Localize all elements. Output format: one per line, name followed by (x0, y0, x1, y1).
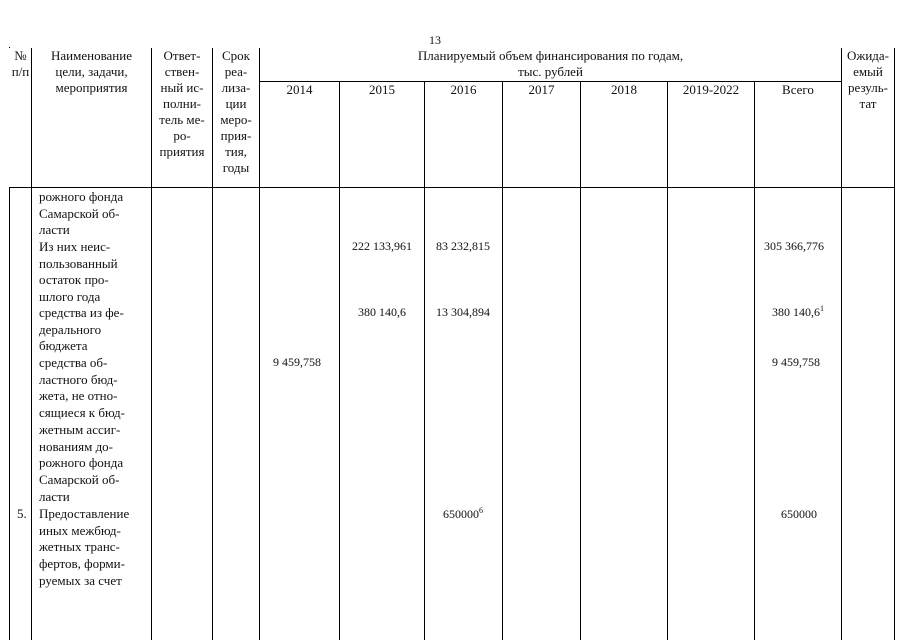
row-number: 5. (17, 506, 27, 521)
row-name: рожного фонда Самарской об- ласти (39, 189, 124, 238)
cell-2015: 380 140,6 (358, 305, 406, 319)
header-name: Наименование цели, задачи, мероприятия (32, 48, 152, 188)
header-term: Срок реа- лиза- ции меро- прия- тия, годы (213, 48, 260, 188)
header-responsible: Ответ- ствен- ный ис- полни- тель ме- ро- приятия (152, 48, 213, 188)
page-number: 13 (429, 33, 441, 47)
cell-total: 9 459,758 (772, 355, 820, 369)
cell-2015: 222 133,961 (352, 239, 412, 253)
footnote-mark: 6 (479, 506, 483, 515)
header-year-2015: 2015 (340, 82, 425, 188)
header-year-2017: 2017 (503, 82, 581, 188)
cell-total: 650000 (781, 507, 817, 521)
cell-2016: 650000$^6$ (443, 506, 483, 521)
cell-total: 305 366,776 (764, 239, 824, 253)
header-financing: Планируемый объем финансирования по годам, тыс. рублей (260, 48, 842, 82)
cell-2014: 9 459,758 (273, 355, 321, 369)
row-name: Предоставление иных межбюд- жетных транс- фертов, форми- руемых за счет (39, 506, 130, 588)
row-name: Из них неис- пользованный остаток про- шлого года (39, 239, 118, 305)
table-header (9, 47, 890, 175)
footnote-mark: 1 (820, 304, 824, 313)
cell-2016: 13 304,894 (436, 305, 490, 319)
header-year-2016: 2016 (425, 82, 503, 188)
row-name: средства из фе- дерального бюджета (39, 305, 124, 354)
header-number: № п/п (10, 48, 32, 188)
cell-total: 380 140,6$^1$ (772, 304, 824, 319)
cell-2016: 83 232,815 (436, 239, 490, 253)
header-total: Всего (755, 82, 842, 188)
row-name: средства об- ластного бюд- жета, не отно- сящиеся к бюд- жетным ассиг- нованиям до- рожного фонда Самарской об- ласти (39, 355, 125, 504)
header-year-2018: 2018 (581, 82, 668, 188)
header-year-2014: 2014 (260, 82, 340, 188)
header-years-2019-2022: 2019-2022 (668, 82, 755, 188)
header-result: Ожида- емый резуль- тат (842, 48, 895, 188)
